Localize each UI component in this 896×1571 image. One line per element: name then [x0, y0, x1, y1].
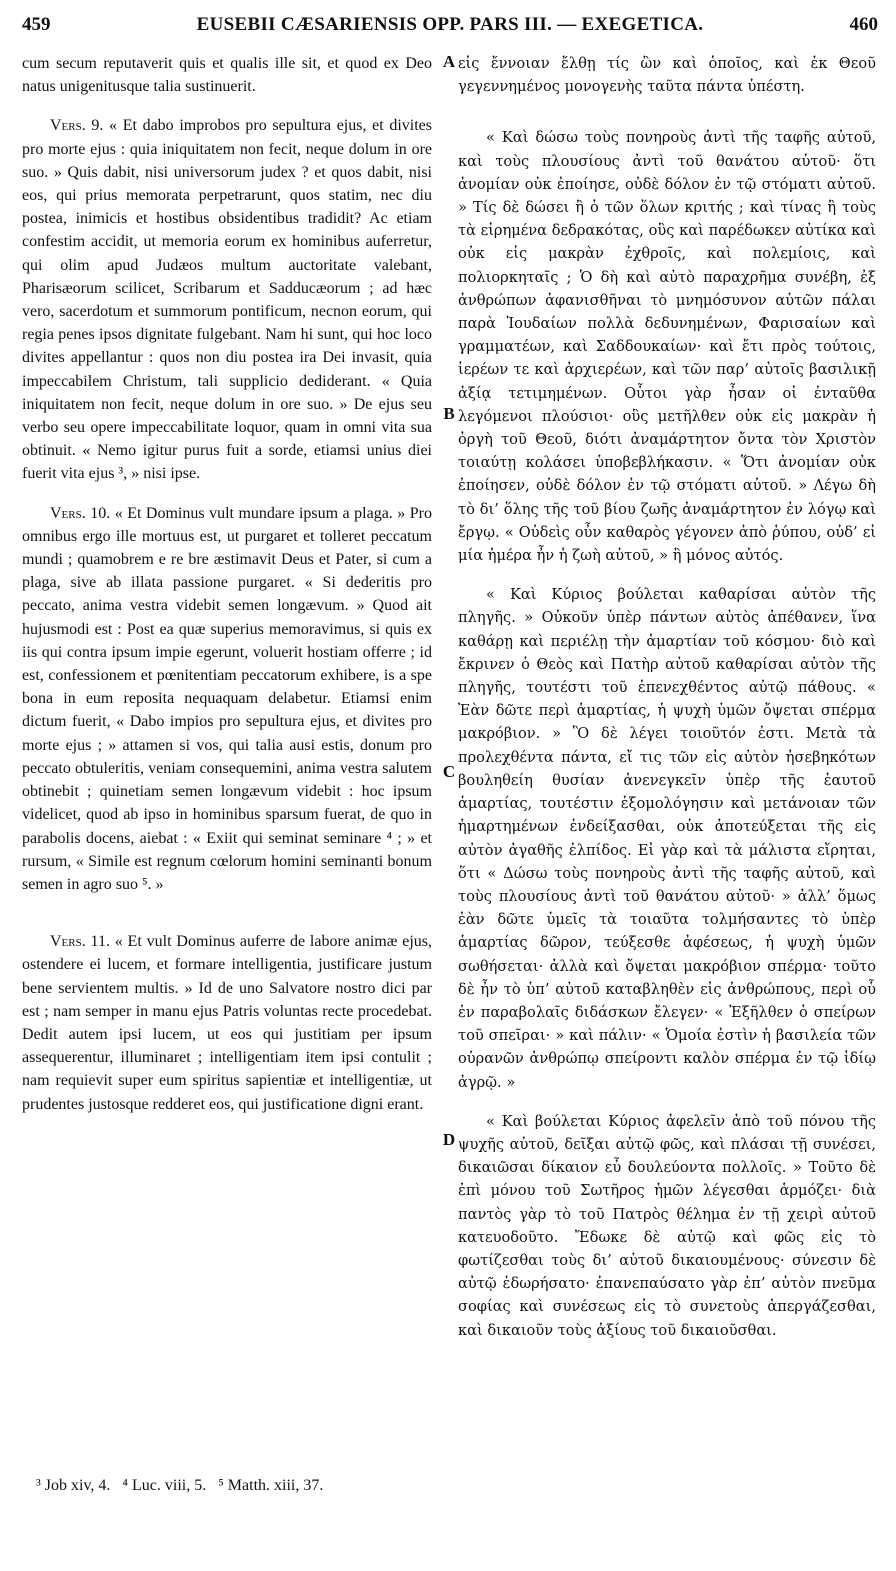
margin-marker-c: C	[442, 762, 456, 781]
greek-paragraph: « Καὶ Κύριος βούλεται καθαρίσαι αὐτὸν τῆς πληγῆς. » Οὐκοῦν ὑπὲρ πάντων αὐτὸς ἀπέθανεν, ἵνα καθάρῃ καὶ περιέλῃ τὴν ἁμαρτίαν τοῦ κόσμου· διὸ καὶ ἔκρινεν ὁ Θεὸς καὶ Πατὴρ αὐτοῦ καθαρίσαι αὐτὸν τῆς πληγῆς, τουτέστι τοῦ ἐπενεχθέντος αὐτῷ πάθους. « Ἐὰν δῶτε περὶ ἁμαρτίας, ἡ ψυχὴ ὑμῶν ὄψεται σπέρμα μακρόβιον. » Ὃ δὲ λέγει τοιοῦτόν ἐστι. Μετὰ τὰ προλεχθέντα πάντα, εἴ τις τῶν εἰς αὐτὸν ἠσεβηκότων βουληθείη θυσίαν ἀνενεγκεῖν ὑπὲρ τῆς ἑαυτοῦ ἁμαρτίας, τουτέστιν ἐξομολόγησιν καὶ μετάνοιαν τῶν ἡμαρτημένων ἐνδείξασθαι, οὐκ ἀποτεύξεται τῆς εἰς αὐτὸν ἀγαθῆς ἐλπίδος. Εἰ γὰρ καὶ τὰ μάλιστα εἴρηται, ὅτι « Δώσω τοὺς πονηροὺς ἀντὶ τῆς ταφῆς αὐτοῦ, καὶ τοὺς πλουσίους ἀντὶ τοῦ θανάτου αὐτοῦ· » ἀλλ’ ὅμως ἐὰν δῶτε ὑμεῖς τὰ τοιαῦτα τολμήσαντες τὸ ὑπὲρ ἁμαρτίας δῶρον, τεύξεσθε ἀφέσεως, ἡ ψυχὴ ὑμῶν σωθήσεται· ἀλλὰ καὶ ὄψεται μακρόβιον σπέρμα· τοῦτο δὲ ἦν τὸ ὑπ’ αὐτοῦ καταβληθὲν εἰς ἀνθρώπους, περὶ οὗ ἐν παραβολαῖς διδάσκων ἔλεγεν· « Ἐξῆλθεν ὁ σπείρων τοῦ σπεῖραι· » καὶ πάλιν· « Ὁμοία ἐστὶν ἡ βασιλεία τῶν οὐρανῶν ἀνθρώπῳ σπείροντι καλὸν σπέρμα ἐν τῷ ἰδίῳ ἀγρῷ. »	[458, 586, 876, 1091]
greek-paragraph: « Καὶ δώσω τοὺς πονηροὺς ἀντὶ τῆς ταφῆς αὐτοῦ, καὶ τοὺς πλουσίους ἀντὶ τοῦ θανάτου αὐτοῦ· ὅτι ἀνομίαν οὐκ ἐποίησε, οὐδὲ δόλον ἐν τῷ στόματι αὐτοῦ. » Τίς δὲ δώσει ἢ ὁ τῶν ὅλων κριτής ; καὶ τίνας ἢ τοὺς τὰ εἰρημένα δεδρακότας, οὓς καὶ παρέδωκεν αὐτίκα καὶ οὐκ εἰς μακρὰν ἐχθροῖς, καὶ πολεμίοις, καὶ πολιορκηταῖς ; Ὁ δὴ καὶ αὐτὸ παραχρῆμα συνέβη, ἐξ ἀνθρώπων ἀφανισθῆναι τὸ μνημόσυνον αὐτῶν πάλαι παρὰ Ἰουδαίων πολλὰ δεδυνημένων, Φαρισαίων καὶ γραμματέων, καὶ Σαδδουκαίων· καὶ ἔτι πρὸς τούτοις, ἱερέων τε καὶ ἀρχιερέων, καὶ τῶν παρ’ αὐτοῖς βασιλικῇ ἀξίᾳ τετιμημένων. Οὗτοι γὰρ ἦσαν οἱ ἐνταῦθα λεγόμενοι πλούσιοι· οὓς μετῆλθεν οὐκ εἰς μακρὰν ἡ ὀργὴ τοῦ Θεοῦ, διότι ἀναμάρτητον ὄντα τὸν Χριστὸν τοιαύτῃ κολάσει ὑποβεβλήκασιν. « Ὅτι ἀνομίαν οὐκ ἐποίησεν, οὐδὲ δόλον ἐν τῷ στόματι αὐτοῦ. » Λέγω δὴ τὸ δι’ ὅλης τῆς τοῦ βίου ζωῆς ἀναμάρτητον ἐν λόγῳ καὶ ἔργῳ. « Οὐδεὶς οὖν καθαρὸς γέγονεν ἀπὸ ῥύπου, οὐδ’ εἰ μία ἡμέρα ἦν ἡ ζωὴ αὐτοῦ, » ἢ μόνος αὐτός.	[458, 129, 876, 565]
latin-column	[22, 52, 432, 1116]
greek-paragraph: εἰς ἔννοιαν ἔλθῃ τίς ὢν καὶ ὁποῖος, καὶ ἐκ Θεοῦ γεγεννημένος μονογενὴς ταῦτα πάντα ὑπέστη.	[458, 55, 876, 96]
running-header	[22, 14, 878, 42]
margin-marker-d: D	[442, 1130, 456, 1149]
verse-label: Vers. 9.	[50, 117, 104, 135]
latin-text: « Et dabo improbos pro sepultura ejus, et divites pro morte ejus : quia iniquitatem non fecit, neque dolum in ore suo. » Quis dabit, nisi universorum judex ? et quos dabit, nisi eos, qui prius memorata perpetrarunt, quos statim, nec diu postea, inimicis et hostibus obsidentibus tradidit? Ac etiam confestim accidit, ut memoria eorum ex hominibus auferretur, qui olim apud Judæos multum auctoritate valebant, Pharisæorum scilicet, Scribarum et Sadducæorum ; ad hæc vero, sacerdotum et summorum pontificum, necnon eorum, qui regia penes ipsos dignitate fulgebant. Nam hi sunt, qui hoc loco divites appellantur : quos non diu postea ira Dei invasit, quia impeccabilem Christum, tali supplicio dediderant. « Quia iniquitatem non fecit, neque dolum in ore suo. » De ejus seu verbo seu opere impeccabilitate loquor, quam in omni vita sua obtinuit. « Nemo igitur purus fuit a sorde, etiamsi unius diei fuerit vita ejus ³, » nisi ipse.	[22, 117, 432, 483]
page-number-right: 460	[849, 14, 878, 35]
running-title: EUSEBII CÆSARIENSIS OPP. PARS III. — EXEGETICA.	[196, 14, 704, 35]
latin-text: « Et Dominus vult mundare ipsum a plaga. » Pro omnibus ergo ille mortuus est, ut purgaret et tolleret peccatum mundi ; quamobrem e re bre æstimavit Deus et Pater, si cum a plaga, sive ab illata passione purgaret. « Si dederitis pro peccato, anima vestra videbit semen longævum. » Quod ait hujusmodi est : Post ea quæ superius memoravimus, si quis ex iis qui contra ipsum impie egerunt, voluerit hostiam offerre ; id est, confessionem et pœnitentiam peccatorum exhibere, is a spe bona in eum reposita nequaquam delabetur. Etiamsi enim dictum fuerit, « Dabo impios pro sepultura ejus, et divites pro morte ejus ; » attamen si vos, qui talia ausi estis, donum pro peccato obtuleritis, veniam consequemini, anima vestra salutem obtinebit ; quinetiam semen longævum videbit : hoc ipsum videlicet, quod ab ipso in hominibus sparsum fuerat, de quo in parabolis docens, aiebat : « Exiit qui seminat seminare ⁴ ; » et rursum, « Simile est regnum cœlorum homini seminanti bonum semen in agro suo ⁵. »	[22, 504, 433, 893]
verse-label: Vers. 10.	[50, 504, 111, 522]
greek-column	[458, 52, 876, 1342]
latin-paragraph	[22, 502, 432, 896]
verse-label: Vers. 11.	[50, 933, 110, 951]
latin-text: « Et vult Dominus auferre de labore animæ ejus, ostendere ei lucem, et formare intelligentia, justificare justum bene servientem multis. » Id de uno Salvatore nostro dici par est ; nam semper in manu ejus Patris voluntas recte procedebat. Dedit autem ipsi lucem, ut eos qui justitiam per ipsum assequerentur, illuminaret ; intelligentiam item ipsi contulit ; nam requievit super eum spiritus sapientiæ et intelligentiæ, ut prudentes justosque redderet eos, qui justificatione digni erant.	[22, 933, 432, 1113]
margin-marker-b: B	[443, 404, 455, 423]
page-number-left: 459	[22, 14, 51, 35]
margin-marker-a: A	[442, 52, 456, 71]
latin-paragraph	[22, 114, 432, 485]
greek-paragraph: « Καὶ βούλεται Κύριος ἀφελεῖν ἀπὸ τοῦ πόνου τῆς ψυχῆς αὐτοῦ, δεῖξαι αὐτῷ φῶς, καὶ πλάσαι τῇ συνέσει, δικαιῶσαι δίκαιον εὖ δουλεύοντα πολλοῖς. » Τοῦτο δὲ ἐπὶ μόνου τοῦ Σωτῆρος ἡμῶν λέγεσθαι ἁρμόζει· διὰ παντὸς γὰρ τὸ τοῦ Πατρὸς θέλημα ἐν τῇ χειρὶ αὐτοῦ κατευοδοῦτο. Ἔδωκε δὲ αὐτῷ καὶ φῶς εἰς τὸ φωτίζεσθαι τοὺς δι’ αὐτοῦ δικαιουμένους· σύνεσιν δὲ αὐτῷ ἐδωρήσατο· ἐπανεπαύσατο γὰρ ἐπ’ αὐτὸν πνεῦμα σοφίας καὶ συνέσεως εἰς τὸ συνετοὺς ἀπεργάζεσθαι, καὶ δικαιοῦν τοὺς ἀξίους τοῦ δικαιοῦσθαι.	[458, 1112, 876, 1339]
latin-paragraph	[22, 930, 432, 1116]
footnotes: ³ Job xiv, 4. ⁴ Luc. viii, 5. ⁵ Matth. xiii, 37.	[36, 1477, 324, 1494]
latin-paragraph: cum secum reputaverit quis et qualis ille sit, et quod ex Deo natus unigenitusque talia sustinuerit.	[22, 55, 432, 96]
